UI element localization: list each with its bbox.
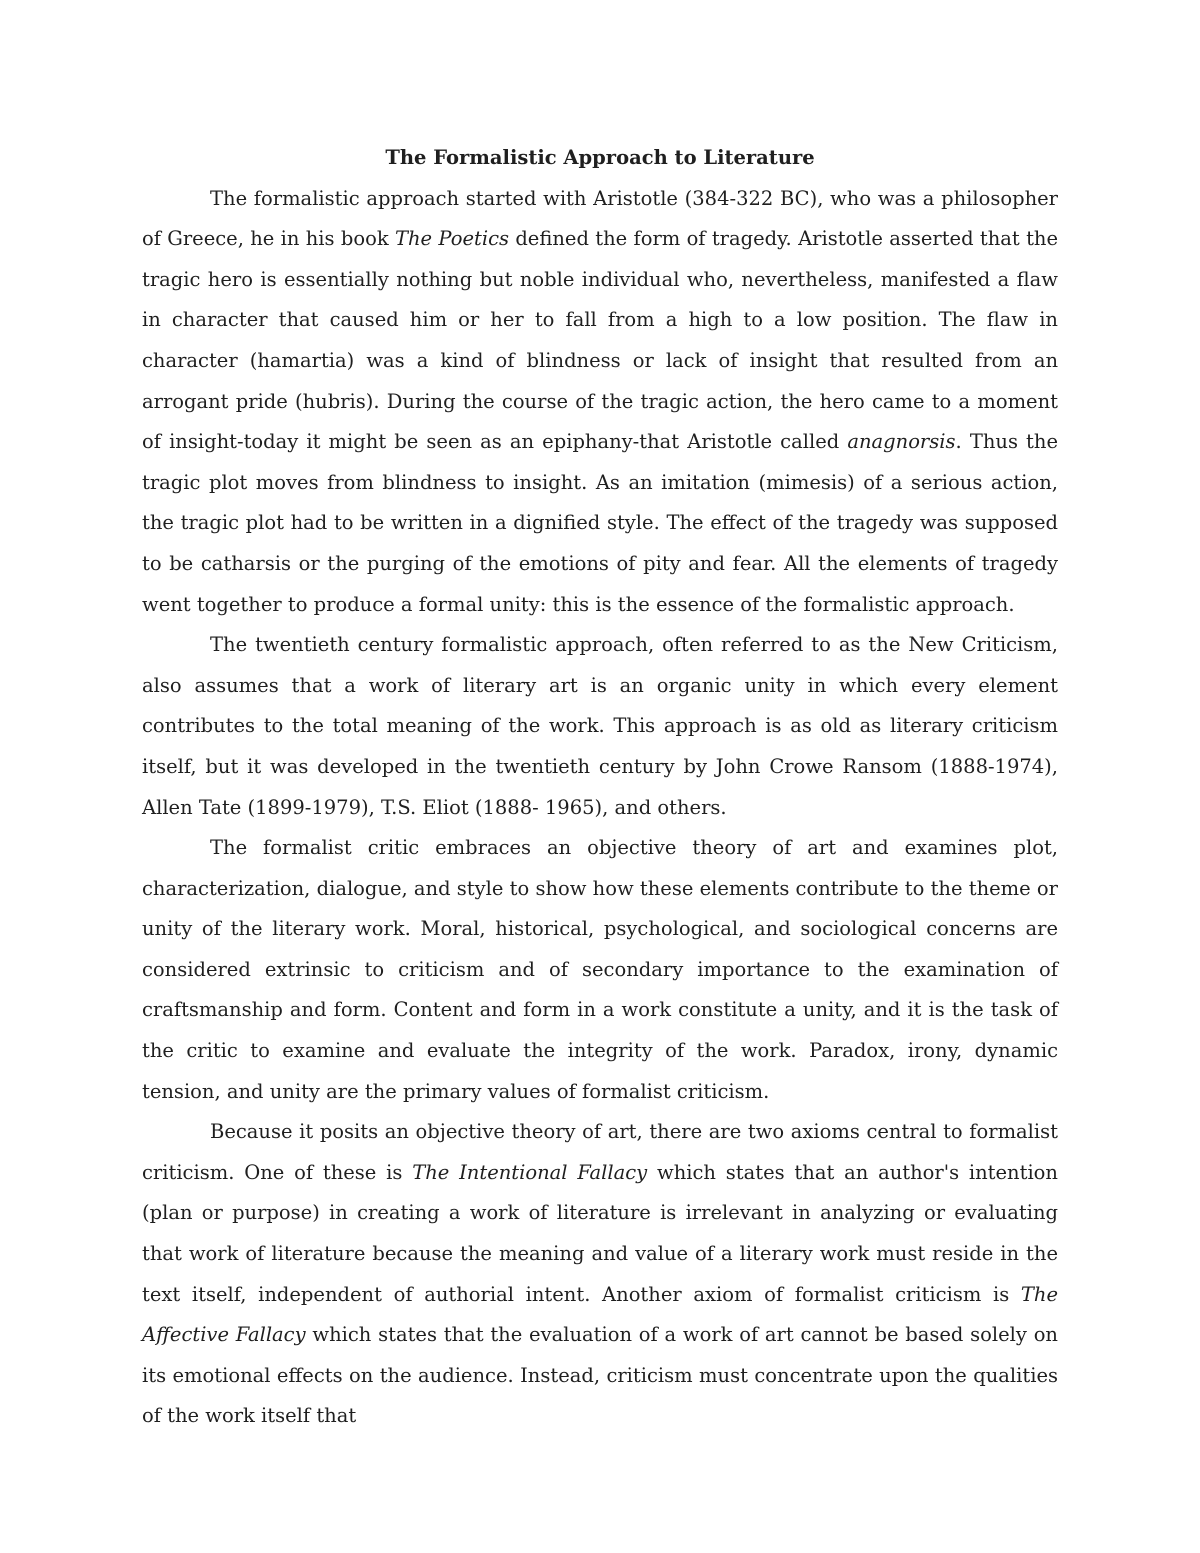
document-page — [142, 138, 1058, 1437]
term-affective-fallacy: The Affective Fallacy — [142, 1282, 1058, 1347]
book-title-the-poetics: The Poetics — [394, 227, 509, 251]
text-segment: The formalistic approach started with Aristotle (384-322 BC), who was a philosopher of Greece, he in his book — [142, 186, 1058, 251]
paragraph-axioms — [142, 1112, 1058, 1437]
text-segment: which states that the evaluation of a work of art cannot be based solely on its emotional effects on the audience. Instead, criticism must concentrate upon the qualities of the work itself that — [142, 1323, 1058, 1428]
text-segment: The formalist critic embraces an objective theory of art and examines plot, characterization, dialogue, and style to show how these elements contribute to the theme or unity of the literary work. Moral, historical, psychological, and sociological concerns are considered extrinsic to criticism and of secondary importance to the examination of craftsmanship and form. Content and form in a work constitute a unity, and it is the task of the critic to examine and evaluate the integrity of the work. Paradox, irony, dynamic tension, and unity are the primary values of formalist criticism. — [142, 836, 1058, 1103]
paragraph-new-criticism — [142, 625, 1058, 828]
paragraph-formalist-critic — [142, 828, 1058, 1112]
paragraph-aristotle — [142, 179, 1058, 626]
term-intentional-fallacy: The Intentional Fallacy — [412, 1160, 648, 1184]
text-segment: Because it posits an objective theory of art, there are two axioms central to formalist criticism. One of these is — [142, 1120, 1058, 1184]
document-title: The Formalistic Approach to Literature — [385, 146, 815, 169]
text-segment: . Thus the tragic plot moves from blindness to insight. As an imitation (mimesis) of a serious action, the tragic plot had to be written in a dignified style. The effect of the tragedy was supposed to be catharsis or the purging of the emotions of pity and fear. All the elements of tragedy went together to produce a formal unity: this is the essence of the formalistic approach. — [142, 430, 1058, 616]
text-segment: which states that an author's intention (plan or purpose) in creating a work of literature is irrelevant in analyzing or evaluating that work of literature because the meaning and value of a literary work must reside in the text itself, independent of authorial intent. Another axiom of formalist criticism is — [142, 1160, 1058, 1306]
text-segment: defined the form of tragedy. Aristotle asserted that the tragic hero is essentially nothing but noble individual who, nevertheless, manifested a flaw in character that caused him or her to fall from a high to a low position. The flaw in character (hamartia) was a kind of blindness or lack of insight that resulted from an arrogant pride (hubris). During the course of the tragic action, the hero came to a moment of insight-today it might be seen as an epiphany-that Aristotle called — [142, 227, 1058, 454]
term-anagnorsis: anagnorsis — [847, 430, 956, 454]
text-segment: The twentieth century formalistic approach, often referred to as the New Criticism, also assumes that a work of literary art is an organic unity in which every element contributes to the total meaning of the work. This approach is as old as literary criticism itself, but it was developed in the twentieth century by John Crowe Ransom (1888-1974), Allen Tate (1899-1979), T.S. Eliot (1888- 1965), and others. — [142, 633, 1058, 819]
